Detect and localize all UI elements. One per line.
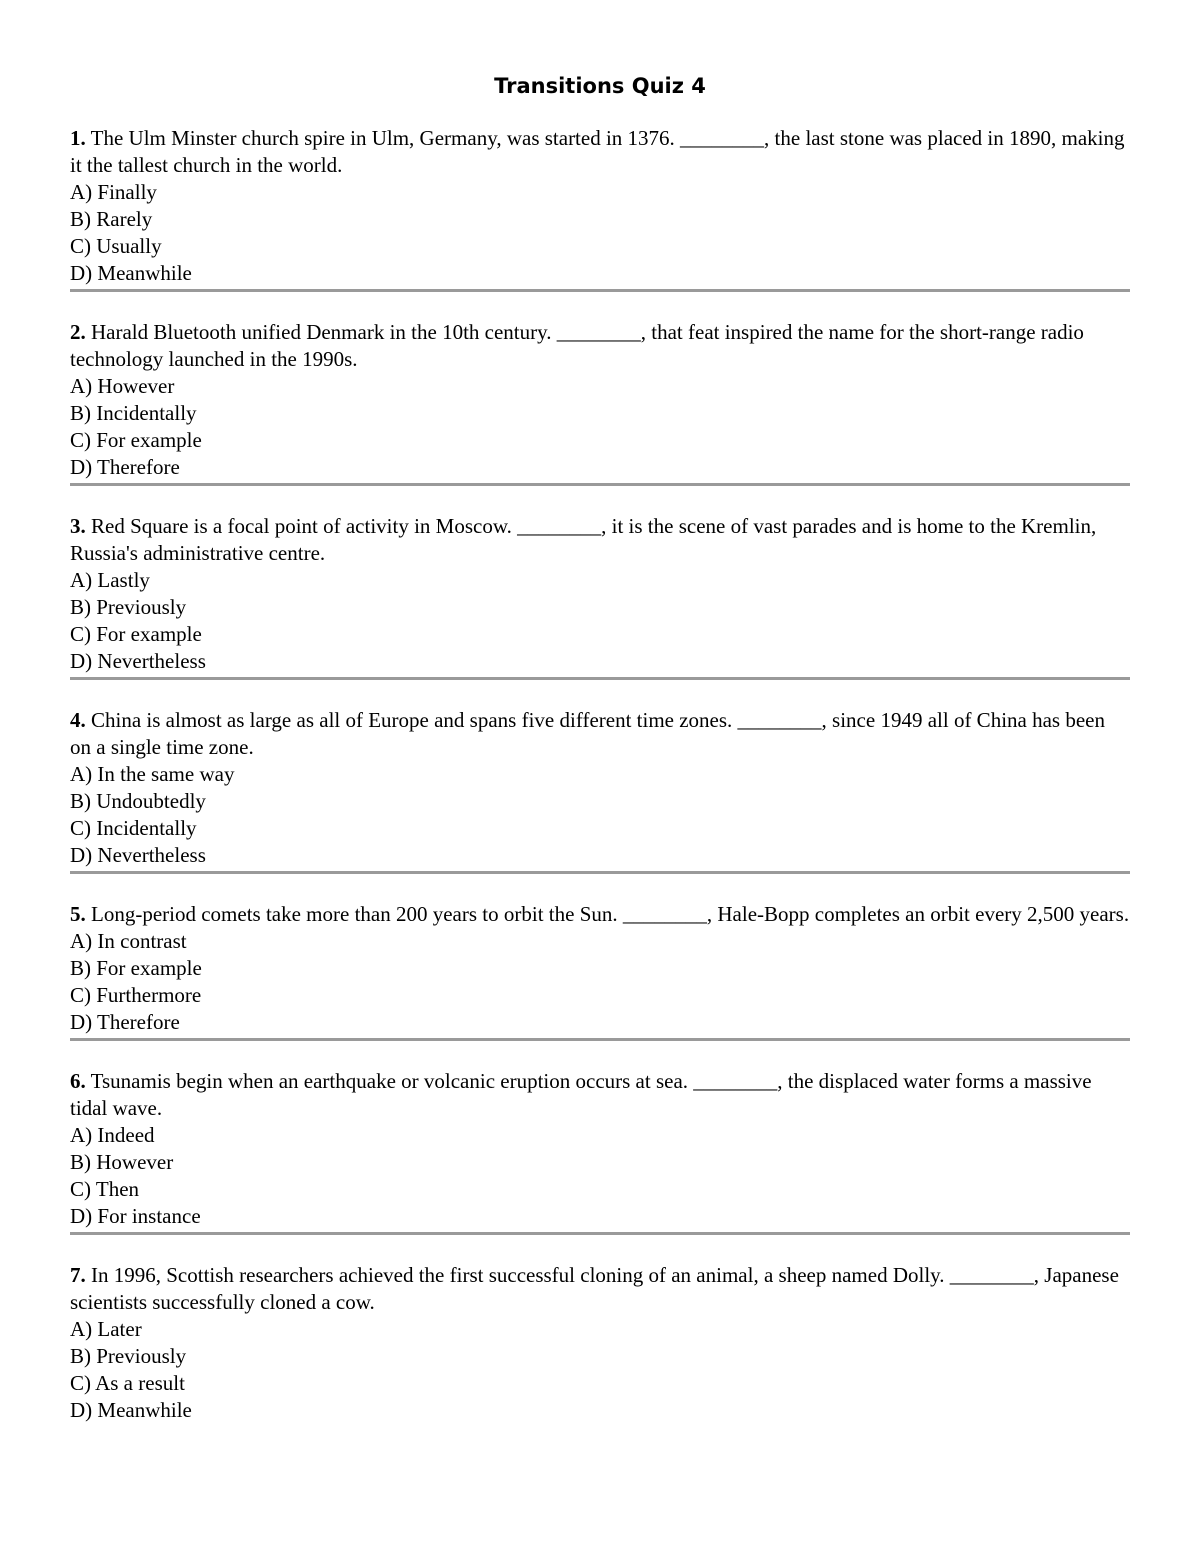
question-divider [70, 871, 1130, 874]
option-c: C) For example [70, 622, 202, 646]
option-b: B) Previously [70, 1344, 187, 1368]
option-c: C) For example [70, 428, 202, 452]
question-text: The Ulm Minster church spire in Ulm, Germany, was started in 1376. ________, the last stone was placed in 1890, making it the tallest church in the world. [70, 126, 1125, 177]
question-number: 1. [70, 126, 86, 150]
question-5 [70, 901, 1130, 1036]
option-a: A) Finally [70, 180, 157, 204]
question-6 [70, 1068, 1130, 1230]
question-number: 7. [70, 1263, 86, 1287]
option-b: B) Undoubtedly [70, 789, 206, 813]
page-title: Transitions Quiz 4 [494, 74, 706, 98]
option-d: D) Therefore [70, 1010, 180, 1034]
option-d: D) Meanwhile [70, 1398, 192, 1422]
question-text: In 1996, Scottish researchers achieved the first successful cloning of an animal, a sheep named Dolly. ________, Japanese scientists successfully cloned a cow. [70, 1263, 1119, 1314]
question-divider [70, 1232, 1130, 1235]
option-d: D) Nevertheless [70, 649, 206, 673]
option-a: A) In contrast [70, 929, 187, 953]
question-text: Tsunamis begin when an earthquake or volcanic eruption occurs at sea. ________, the displaced water forms a massive tidal wave. [70, 1069, 1092, 1120]
option-c: C) Then [70, 1177, 140, 1201]
question-stem [70, 707, 1130, 761]
question-stem [70, 901, 1130, 928]
option-c: C) Incidentally [70, 816, 197, 840]
option-d: D) For instance [70, 1204, 201, 1228]
question-number: 3. [70, 514, 86, 538]
option-a: A) Indeed [70, 1123, 155, 1147]
option-a: A) Later [70, 1317, 142, 1341]
question-stem [70, 513, 1130, 567]
question-divider [70, 483, 1130, 486]
question-text: Harald Bluetooth unified Denmark in the 10th century. ________, that feat inspired the name for the short-range radio technology launched in the 1990s. [70, 320, 1084, 371]
question-stem [70, 319, 1130, 373]
option-b: B) For example [70, 956, 202, 980]
question-number: 5. [70, 902, 86, 926]
question-text: China is almost as large as all of Europe and spans five different time zones. ________, since 1949 all of China has been on a single time zone. [70, 708, 1105, 759]
option-a: A) In the same way [70, 762, 235, 786]
question-number: 4. [70, 708, 86, 732]
question-stem [70, 1262, 1130, 1316]
question-divider [70, 1038, 1130, 1041]
option-b: B) However [70, 1150, 174, 1174]
question-2 [70, 319, 1130, 481]
question-stem [70, 125, 1130, 179]
question-number: 6. [70, 1069, 86, 1093]
option-d: D) Therefore [70, 455, 180, 479]
option-c: C) As a result [70, 1371, 185, 1395]
option-c: C) Usually [70, 234, 162, 258]
question-7 [70, 1262, 1130, 1424]
option-c: C) Furthermore [70, 983, 202, 1007]
question-1 [70, 125, 1130, 287]
question-divider [70, 289, 1130, 292]
question-4 [70, 707, 1130, 869]
quiz-page [70, 0, 1130, 1424]
question-stem [70, 1068, 1130, 1122]
question-text: Long-period comets take more than 200 years to orbit the Sun. ________, Hale-Bopp completes an orbit every 2,500 years. [91, 902, 1130, 926]
question-3 [70, 513, 1130, 675]
option-d: D) Meanwhile [70, 261, 192, 285]
question-divider [70, 677, 1130, 680]
option-d: D) Nevertheless [70, 843, 206, 867]
question-number: 2. [70, 320, 86, 344]
question-text: Red Square is a focal point of activity in Moscow. ________, it is the scene of vast parades and is home to the Kremlin, Russia's administrative centre. [70, 514, 1097, 565]
option-b: B) Previously [70, 595, 187, 619]
option-b: B) Incidentally [70, 401, 197, 425]
option-a: A) Lastly [70, 568, 150, 592]
option-a: A) However [70, 374, 175, 398]
option-b: B) Rarely [70, 207, 153, 231]
